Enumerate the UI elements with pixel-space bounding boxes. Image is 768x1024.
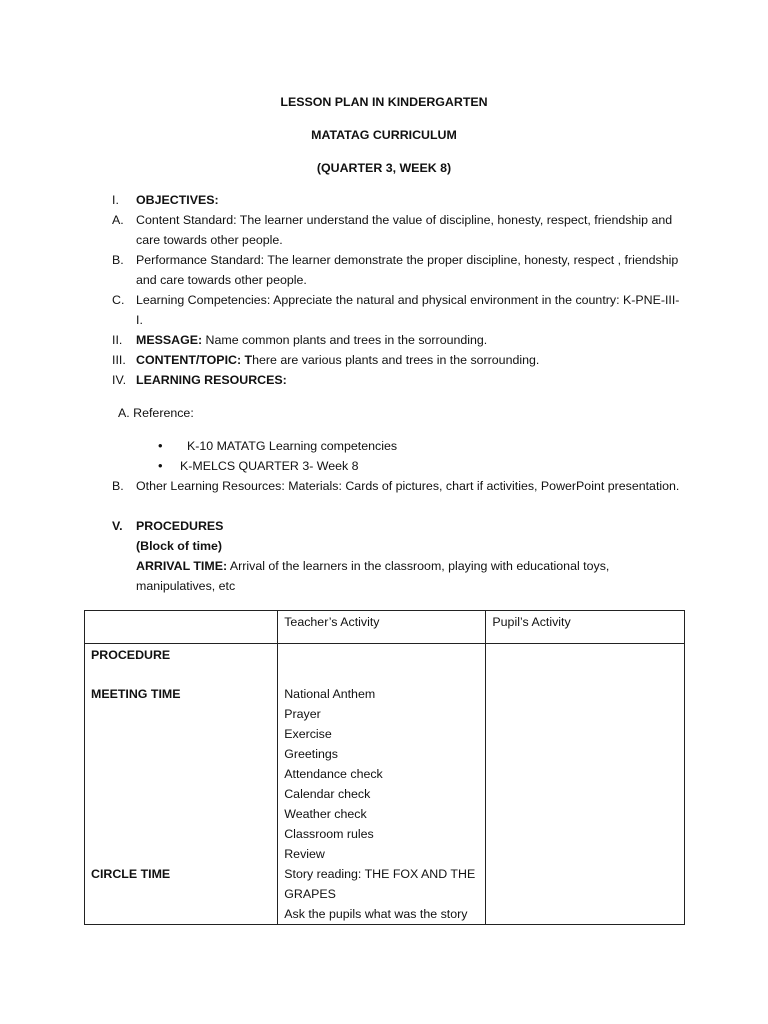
list-item: Story reading: THE FOX AND THE GRAPES <box>284 867 476 901</box>
list-item: Ask the pupils what was the story <box>284 907 468 921</box>
spacer <box>91 704 271 864</box>
pupil-activity-column <box>486 644 685 925</box>
performance-standard-text: Performance Standard: The learner demonstrate the proper discipline, honesty, respect , friendship and care towards other people. <box>136 253 679 287</box>
meeting-time-label: MEETING TIME <box>91 687 181 701</box>
list-item: Classroom rules <box>284 827 374 841</box>
procedures-label: PROCEDURES <box>136 519 224 533</box>
section-number: I. <box>112 193 119 207</box>
procedure-label: PROCEDURE <box>91 648 171 662</box>
teacher-activity-header: Teacher’s Activity <box>278 611 486 644</box>
item-number: A. <box>112 213 124 227</box>
message-label: MESSAGE: <box>136 333 203 347</box>
table-row <box>85 644 685 925</box>
block-of-time-label: (Block of time) <box>136 539 223 553</box>
learning-resources-label: LEARNING RESOURCES: <box>136 373 287 387</box>
content-topic-label: CONTENT/TOPIC: T <box>136 353 253 367</box>
pupil-activity-header: Pupil’s Activity <box>486 611 685 644</box>
list-item: Greetings <box>284 747 338 761</box>
bullet-icon: • <box>158 458 163 473</box>
section-number: II. <box>112 333 123 347</box>
list-item: Weather check <box>284 807 367 821</box>
section-number: IV. <box>112 373 127 387</box>
other-resources-text: Other Learning Resources: Materials: Cards of pictures, chart if activities, PowerPoint presentation. <box>136 479 680 493</box>
arrival-time-text: Arrival of the learners in the classroom, playing with educational toys, manipulatives, etc <box>136 559 610 593</box>
message-text: Name common plants and trees in the sorrounding. <box>202 333 488 347</box>
lesson-table <box>84 610 685 925</box>
item-number: B. <box>112 479 124 493</box>
reference-text: K-MELCS QUARTER 3- Week 8 <box>180 459 359 473</box>
section-number: III. <box>112 353 126 367</box>
item-number: C. <box>112 293 125 307</box>
reference-label: A. Reference: <box>118 406 194 420</box>
objectives-label: OBJECTIVES: <box>136 193 219 207</box>
page-title: LESSON PLAN IN KINDERGARTEN <box>280 95 488 109</box>
arrival-time-label: ARRIVAL TIME: <box>136 559 228 573</box>
item-number: B. <box>112 253 124 267</box>
section-number: V. <box>112 519 123 533</box>
table-header-row <box>85 611 685 644</box>
circle-time-label: CIRCLE TIME <box>91 867 171 881</box>
content-standard-text: Content Standard: The learner understand the value of discipline, honesty, respect, friendship and care towards other people. <box>136 213 673 247</box>
reference-text: K-10 MATATG Learning competencies <box>187 439 398 453</box>
list-item: Calendar check <box>284 787 371 801</box>
bullet-icon: • <box>158 438 163 453</box>
list-item: Prayer <box>284 707 321 721</box>
list-item: Review <box>284 847 325 861</box>
quarter-title: (QUARTER 3, WEEK 8) <box>316 161 452 175</box>
list-item: National Anthem <box>284 687 376 701</box>
table-header-cell <box>85 611 278 644</box>
curriculum-title: MATATAG CURRICULUM <box>311 128 457 142</box>
learning-competencies-text: Learning Competencies: Appreciate the natural and physical environment in the country: K-PNE-III-I. <box>136 293 680 327</box>
list-item: Exercise <box>284 727 332 741</box>
procedure-column <box>85 644 278 925</box>
teacher-activity-column <box>278 644 486 925</box>
spacer <box>91 665 271 684</box>
list-item: Attendance check <box>284 767 383 781</box>
content-topic-text: here are various plants and trees in the sorrounding. <box>252 353 540 367</box>
